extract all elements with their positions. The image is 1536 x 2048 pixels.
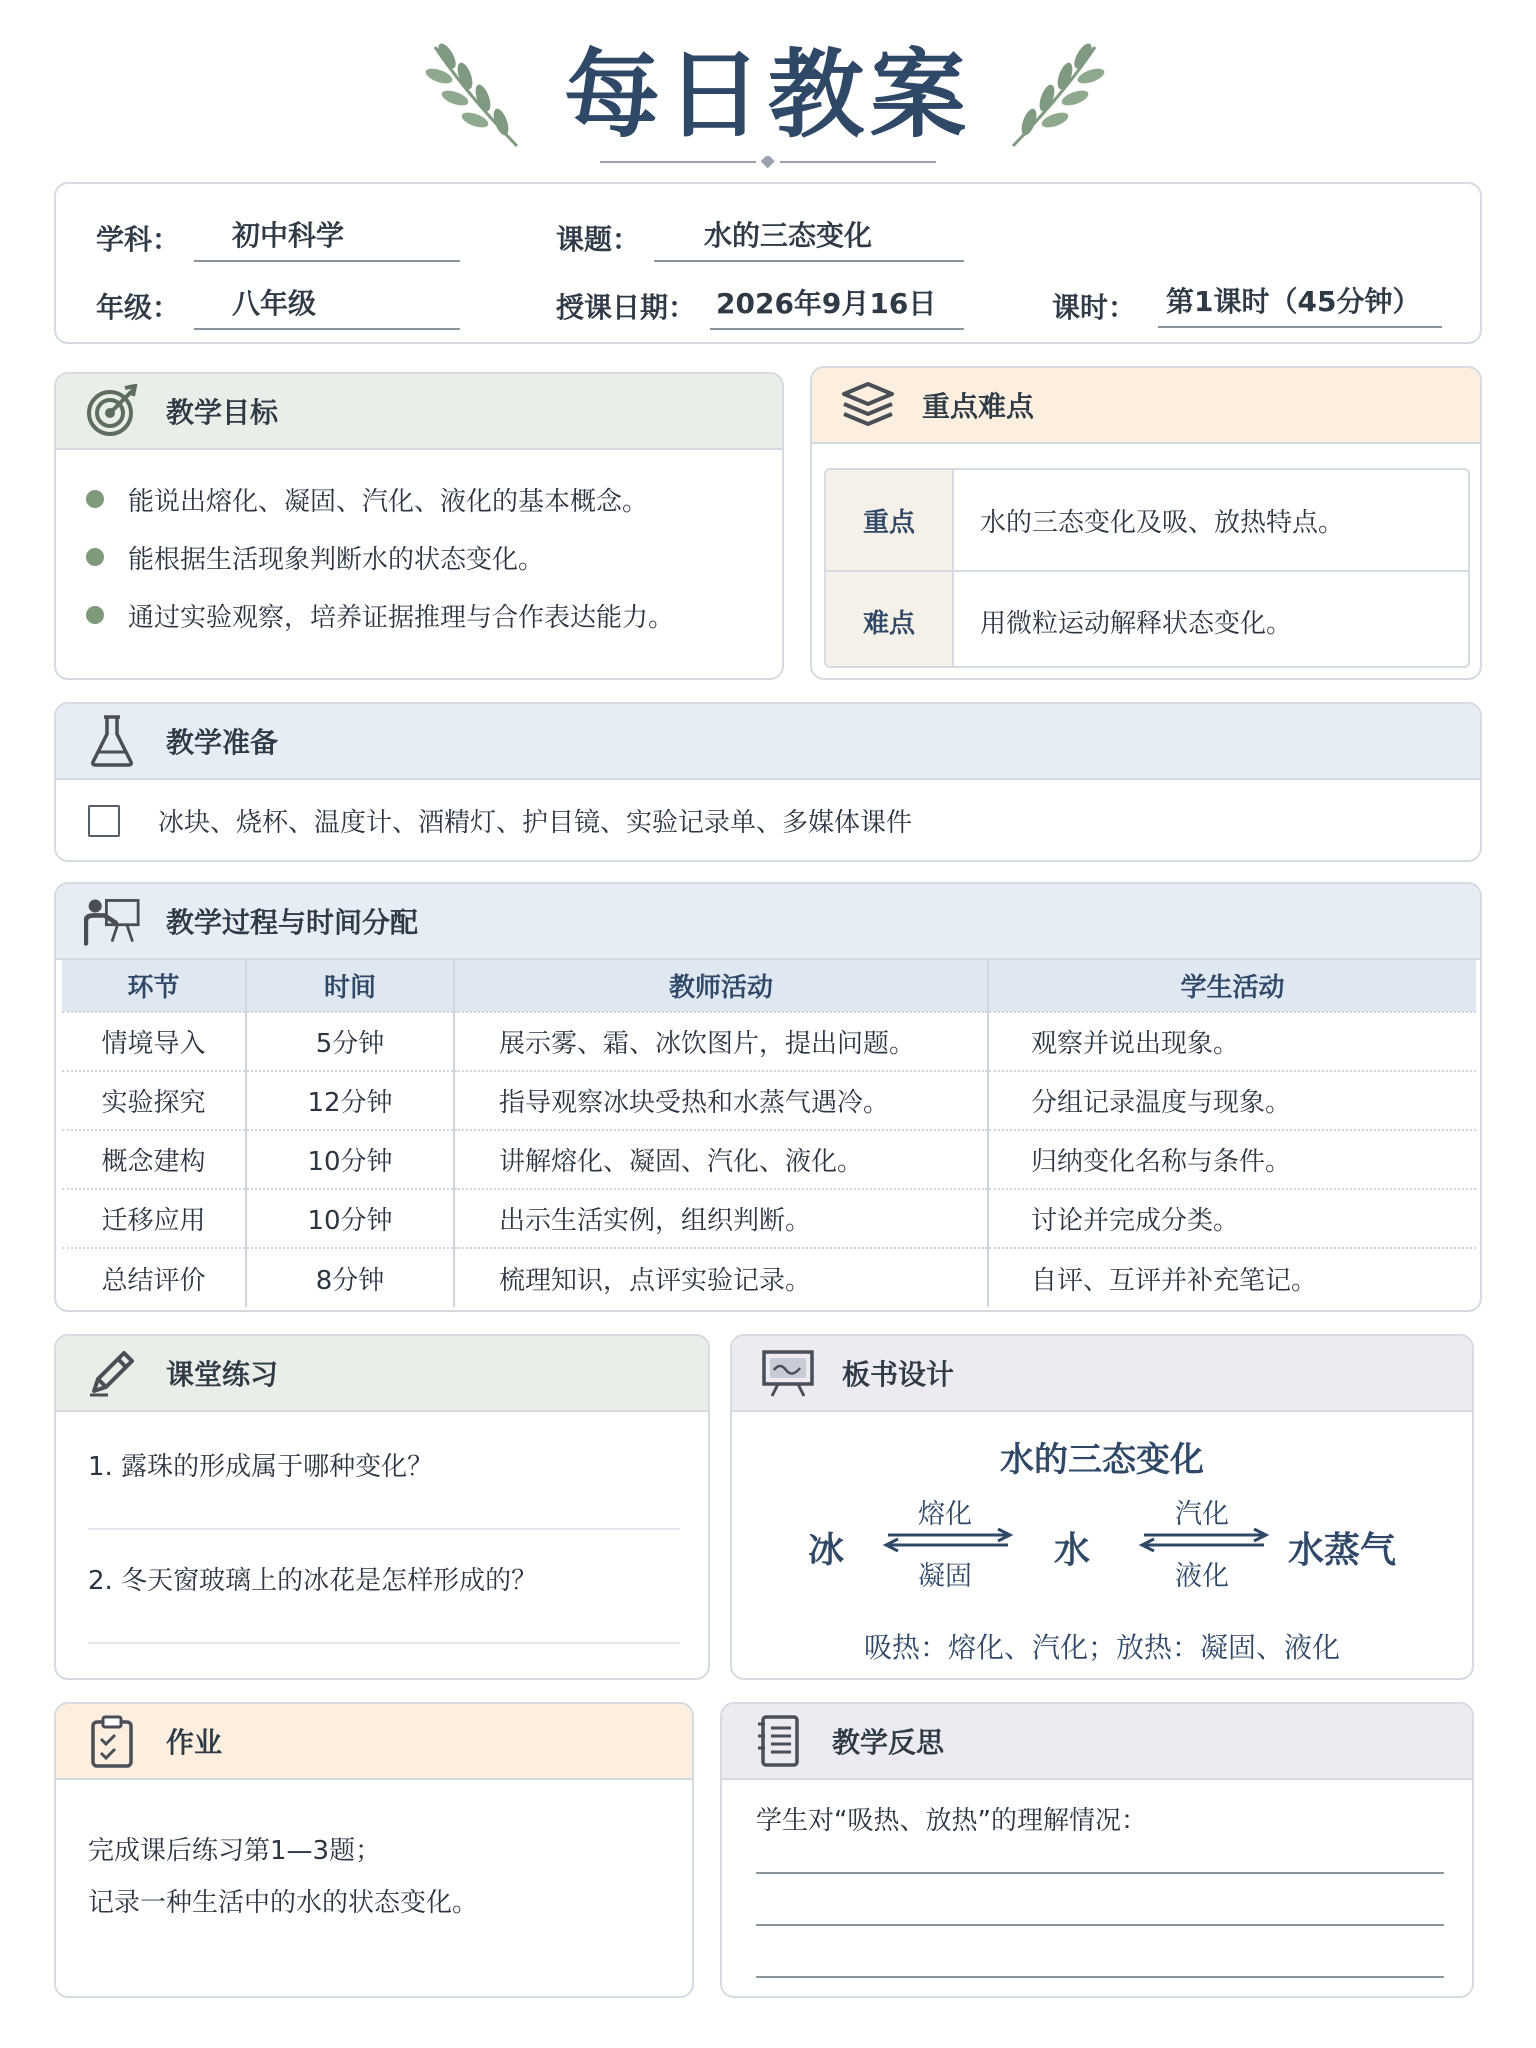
board-summary: 吸热：熔化、汽化；放热：凝固、液化 xyxy=(863,1631,1340,1664)
table-header-row xyxy=(62,960,1476,1012)
list-item xyxy=(86,528,782,586)
preparation-card xyxy=(54,702,1482,862)
process-table xyxy=(62,960,1476,1307)
table-cell: 讨论并完成分类。 xyxy=(988,1189,1476,1248)
column-header: 教师活动 xyxy=(454,960,988,1012)
table-row xyxy=(62,1130,1476,1189)
presentation-icon xyxy=(84,893,140,949)
grade-value: 八年级 xyxy=(194,282,460,330)
board-design-card xyxy=(730,1334,1474,1680)
table-cell: 情境导入 xyxy=(62,1012,246,1071)
freeze-label: 凝固 xyxy=(918,1561,972,1592)
bullet-icon xyxy=(86,548,104,566)
period-label: 课时： xyxy=(1052,291,1137,324)
table-cell: 分组记录温度与现象。 xyxy=(988,1071,1476,1130)
column-header: 环节 xyxy=(62,960,246,1012)
objectives-header xyxy=(56,374,782,450)
table-cell: 迁移应用 xyxy=(62,1189,246,1248)
focus-label: 重点 xyxy=(826,470,954,570)
books-icon xyxy=(840,377,896,433)
table-cell: 10分钟 xyxy=(246,1189,454,1248)
title-divider xyxy=(600,156,936,168)
table-cell: 8分钟 xyxy=(246,1248,454,1307)
column-header: 学生活动 xyxy=(988,960,1476,1012)
lesson-info-card xyxy=(54,182,1482,344)
bullet-icon xyxy=(86,490,104,508)
topic-value: 水的三态变化 xyxy=(654,214,964,262)
table-cell: 10分钟 xyxy=(246,1130,454,1189)
writing-line[interactable] xyxy=(756,1872,1444,1874)
list-item xyxy=(86,586,782,644)
difficulty-value: 用微粒运动解释状态变化。 xyxy=(980,608,1293,639)
table-row xyxy=(62,1189,1476,1248)
question-1: 1. 露珠的形成属于哪种变化？ xyxy=(88,1452,434,1482)
clipboard-check-icon xyxy=(84,1713,140,1769)
page-header xyxy=(0,30,1536,170)
practice-header xyxy=(56,1336,708,1412)
target-icon xyxy=(84,383,140,439)
date-value: 2026年9月16日 xyxy=(710,282,964,330)
table-cell: 归纳变化名称与条件。 xyxy=(988,1130,1476,1189)
grade-label: 年级： xyxy=(96,291,181,324)
writing-line[interactable] xyxy=(756,1976,1444,1978)
bullet-icon xyxy=(86,606,104,624)
topic-label: 课题： xyxy=(556,223,641,256)
objectives-list xyxy=(56,450,782,644)
answer-line[interactable] xyxy=(88,1642,680,1644)
blackboard-icon xyxy=(760,1345,816,1401)
materials-row xyxy=(56,780,1480,839)
objective-text: 通过实验观察，培养证据推理与合作表达能力。 xyxy=(128,602,675,633)
key-points-title: 重点难点 xyxy=(922,390,1035,423)
practice-title: 课堂练习 xyxy=(166,1358,279,1391)
preparation-header xyxy=(56,704,1480,780)
table-cell: 12分钟 xyxy=(246,1071,454,1130)
state-water: 水 xyxy=(1054,1530,1091,1571)
table-cell: 梳理知识，点评实验记录。 xyxy=(454,1248,988,1307)
objective-text: 能根据生活现象判断水的状态变化。 xyxy=(128,544,545,575)
list-item xyxy=(86,470,782,528)
board-design-header xyxy=(732,1336,1472,1412)
question-2: 2. 冬天窗玻璃上的冰花是怎样形成的？ xyxy=(88,1566,538,1596)
table-row xyxy=(62,1248,1476,1307)
practice-card xyxy=(54,1334,710,1680)
table-cell: 概念建构 xyxy=(62,1130,246,1189)
process-header xyxy=(56,884,1480,960)
key-points-header xyxy=(812,368,1480,444)
materials-checkbox[interactable] xyxy=(88,805,120,837)
state-ice: 冰 xyxy=(808,1530,845,1571)
vaporize-label: 汽化 xyxy=(1175,1499,1229,1530)
leaf-branch-icon xyxy=(425,42,525,152)
table-cell: 总结评价 xyxy=(62,1248,246,1307)
table-cell: 5分钟 xyxy=(246,1012,454,1071)
period-value: 第1课时（45分钟） xyxy=(1158,280,1442,328)
board-design-title: 板书设计 xyxy=(842,1358,955,1391)
subject-label: 学科： xyxy=(96,223,181,256)
pencil-icon xyxy=(84,1345,140,1401)
homework-item: 记录一种生活中的水的状态变化。 xyxy=(88,1888,479,1918)
key-points-card xyxy=(810,366,1482,680)
flask-icon xyxy=(84,713,140,769)
table-row xyxy=(62,1012,1476,1071)
reflection-prompt: 学生对“吸热、放热”的理解情况： xyxy=(756,1806,1147,1836)
table-cell: 讲解熔化、凝固、汽化、液化。 xyxy=(454,1130,988,1189)
notes-list-icon xyxy=(750,1713,806,1769)
reflection-card xyxy=(720,1702,1474,1998)
table-row xyxy=(826,470,1468,570)
table-row xyxy=(826,570,1468,668)
leaf-branch-icon xyxy=(1005,42,1105,152)
focus-value: 水的三态变化及吸、放热特点。 xyxy=(980,507,1345,538)
table-cell: 实验探究 xyxy=(62,1071,246,1130)
preparation-title: 教学准备 xyxy=(166,726,279,759)
homework-title: 作业 xyxy=(166,1726,223,1759)
column-header: 时间 xyxy=(246,960,454,1012)
double-arrow-icon xyxy=(882,1528,1014,1552)
page-title: 每日教案 xyxy=(564,39,972,151)
table-cell: 指导观察冰块受热和水蒸气遇冷。 xyxy=(454,1071,988,1130)
double-arrow-icon xyxy=(1138,1528,1270,1552)
objective-text: 能说出熔化、凝固、汽化、液化的基本概念。 xyxy=(128,486,649,517)
homework-card xyxy=(54,1702,694,1998)
date-label: 授课日期： xyxy=(556,291,697,324)
board-heading: 水的三态变化 xyxy=(1000,1440,1204,1480)
writing-line[interactable] xyxy=(756,1924,1444,1926)
subject-value: 初中科学 xyxy=(194,214,460,262)
table-cell: 出示生活实例，组织判断。 xyxy=(454,1189,988,1248)
reflection-title: 教学反思 xyxy=(832,1726,945,1759)
homework-header xyxy=(56,1704,692,1780)
difficulty-label: 难点 xyxy=(826,572,954,668)
materials-text: 冰块、烧杯、温度计、酒精灯、护目镜、实验记录单、多媒体课件 xyxy=(158,808,913,838)
state-steam: 水蒸气 xyxy=(1288,1530,1397,1571)
table-cell: 观察并说出现象。 xyxy=(988,1012,1476,1071)
process-card xyxy=(54,882,1482,1312)
reflection-header xyxy=(722,1704,1472,1780)
key-points-table xyxy=(824,468,1470,668)
objectives-card xyxy=(54,372,784,680)
liquefy-label: 液化 xyxy=(1175,1561,1229,1592)
process-title: 教学过程与时间分配 xyxy=(166,906,419,939)
table-cell: 自评、互评并补充笔记。 xyxy=(988,1248,1476,1307)
table-row xyxy=(62,1071,1476,1130)
table-cell: 展示雾、霜、冰饮图片，提出问题。 xyxy=(454,1012,988,1071)
answer-line[interactable] xyxy=(88,1528,680,1530)
melt-label: 熔化 xyxy=(918,1499,972,1530)
objectives-title: 教学目标 xyxy=(166,396,279,429)
homework-item: 完成课后练习第1—3题； xyxy=(88,1836,382,1866)
